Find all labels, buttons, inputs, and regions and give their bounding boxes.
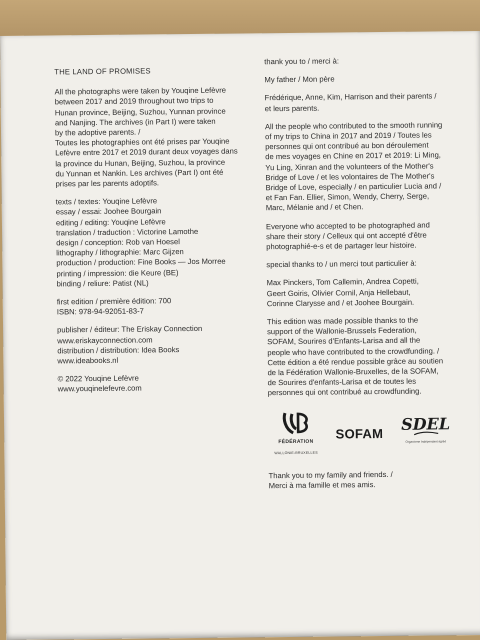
closing-thanks: Thank you to my family and friends. / Merci à ma famille et mes amis. (268, 469, 393, 491)
thanks-father: My father / Mon père (264, 74, 335, 85)
sdel-label: SDEL (401, 414, 451, 435)
sofam-logo: SOFAM (335, 425, 384, 442)
special-thanks-header: special thanks to / un merci tout particulier à: (266, 258, 417, 270)
contributors-credits: texts / textes: Youqine Lefèvre essay / essai: Joohee Bourgain editing / editing: Youqine Lefèvre translation / traduction : Victorine Lamothe design / conception: Rob van Hoesel lithography / lithographie: Marc Gijzen production / production: Fine Books — Jos Morree printing / impression: die Keure (BE) binding / reliure: Patist (NL) (55, 196, 226, 289)
book-title: THE LAND OF PROMISES (54, 66, 151, 77)
publisher-info: publisher / éditeur: The Eriskay Connection www.eriskayconnection.com distribution / distribution: Idea Books www.ideabooks.nl (57, 324, 203, 366)
left-column (54, 65, 258, 403)
federation-sublabel: WALLONIE-BRUXELLES (274, 450, 318, 455)
thanks-photographed: Everyone who accepted to be photographed and share their story / Celleux qui ont accepté d'être photographié-e-s et de partager leur histoire. (265, 220, 430, 252)
photo-credits-intro: All the photographs were taken by Youqine Lefèvre between 2017 and 2019 throughout two trips to Hunan province, Beijing, Suzhou, Yunnan province and Nanjing. The archives (in Part I) were taken by the adoptive parents. / Toutes les photographies ont été prises par Youqine Lefèvre entre 2017 et 2019 durant deux voyages dans la province du Hunan, Beijing, Suzhou, la province du Yunnan et Nankin. Les archives (Part I) ont été prises par les parents adoptifs. (54, 85, 238, 189)
right-column (264, 55, 469, 499)
support-statement: This edition was made possible thanks to the support of the Wallonie-Brussels Federation, SOFAM, Sourires d'Enfants-Larisa and all the people who have contributed to the crowdfunding. / Cette édition a été rendue possible grâce au soutien de la Fédération Wallonie-Bruxelles, de la SOFAM, de Sourires d'enfants-Larisa et de toutes les personnes qui ont contribué au crowdfunding. (266, 315, 444, 398)
federation-emblem-icon (281, 411, 311, 435)
federation-wallonie-bruxelles-logo (274, 411, 318, 458)
book-page (0, 31, 480, 640)
thanks-family: Frédérique, Anne, Kim, Harrison and their parents / et leurs parents. (264, 91, 437, 113)
thanks-contributors: All the people who contributed to the smooth running of my trips to China in 2017 and 2019 / Toutes les personnes qui ont contribué au bon déroulement de mes voyages en Chine en 2017 et 2019: Li Ming, Yu Ling, Xinran and the volunteers of the Mother's Bridge of Love / et les volontaires de The Mother's Bridge of Love, especially / en particulier Lucia and / et Fan Fan. Ellier, Simon, Wendy, Cherry, Serge, Marc, Mélanie and / et Chen. (264, 120, 443, 213)
thanks-header: thank you to / merci à: (264, 56, 340, 67)
sdel-logo (401, 414, 451, 447)
copyright-info: © 2022 Youqine Lefèvre www.youqinelefevre.com (57, 373, 142, 394)
edition-info: first edition / première édition: 700 ISBN: 978-94-92051-83-7 (56, 296, 172, 317)
special-thanks-names: Max Pinckers, Tom Callemin, Andrea Copetti, Geert Goiris, Olivier Cornil, Anja Hellebaut, Corinne Clarysse and / et Joohee Bourgain. (266, 277, 419, 309)
federation-label: FÉDÉRATION (278, 439, 314, 446)
sponsor-logos (274, 411, 468, 457)
sdel-sublabel: Organisme Indépendant agréé (405, 439, 447, 444)
